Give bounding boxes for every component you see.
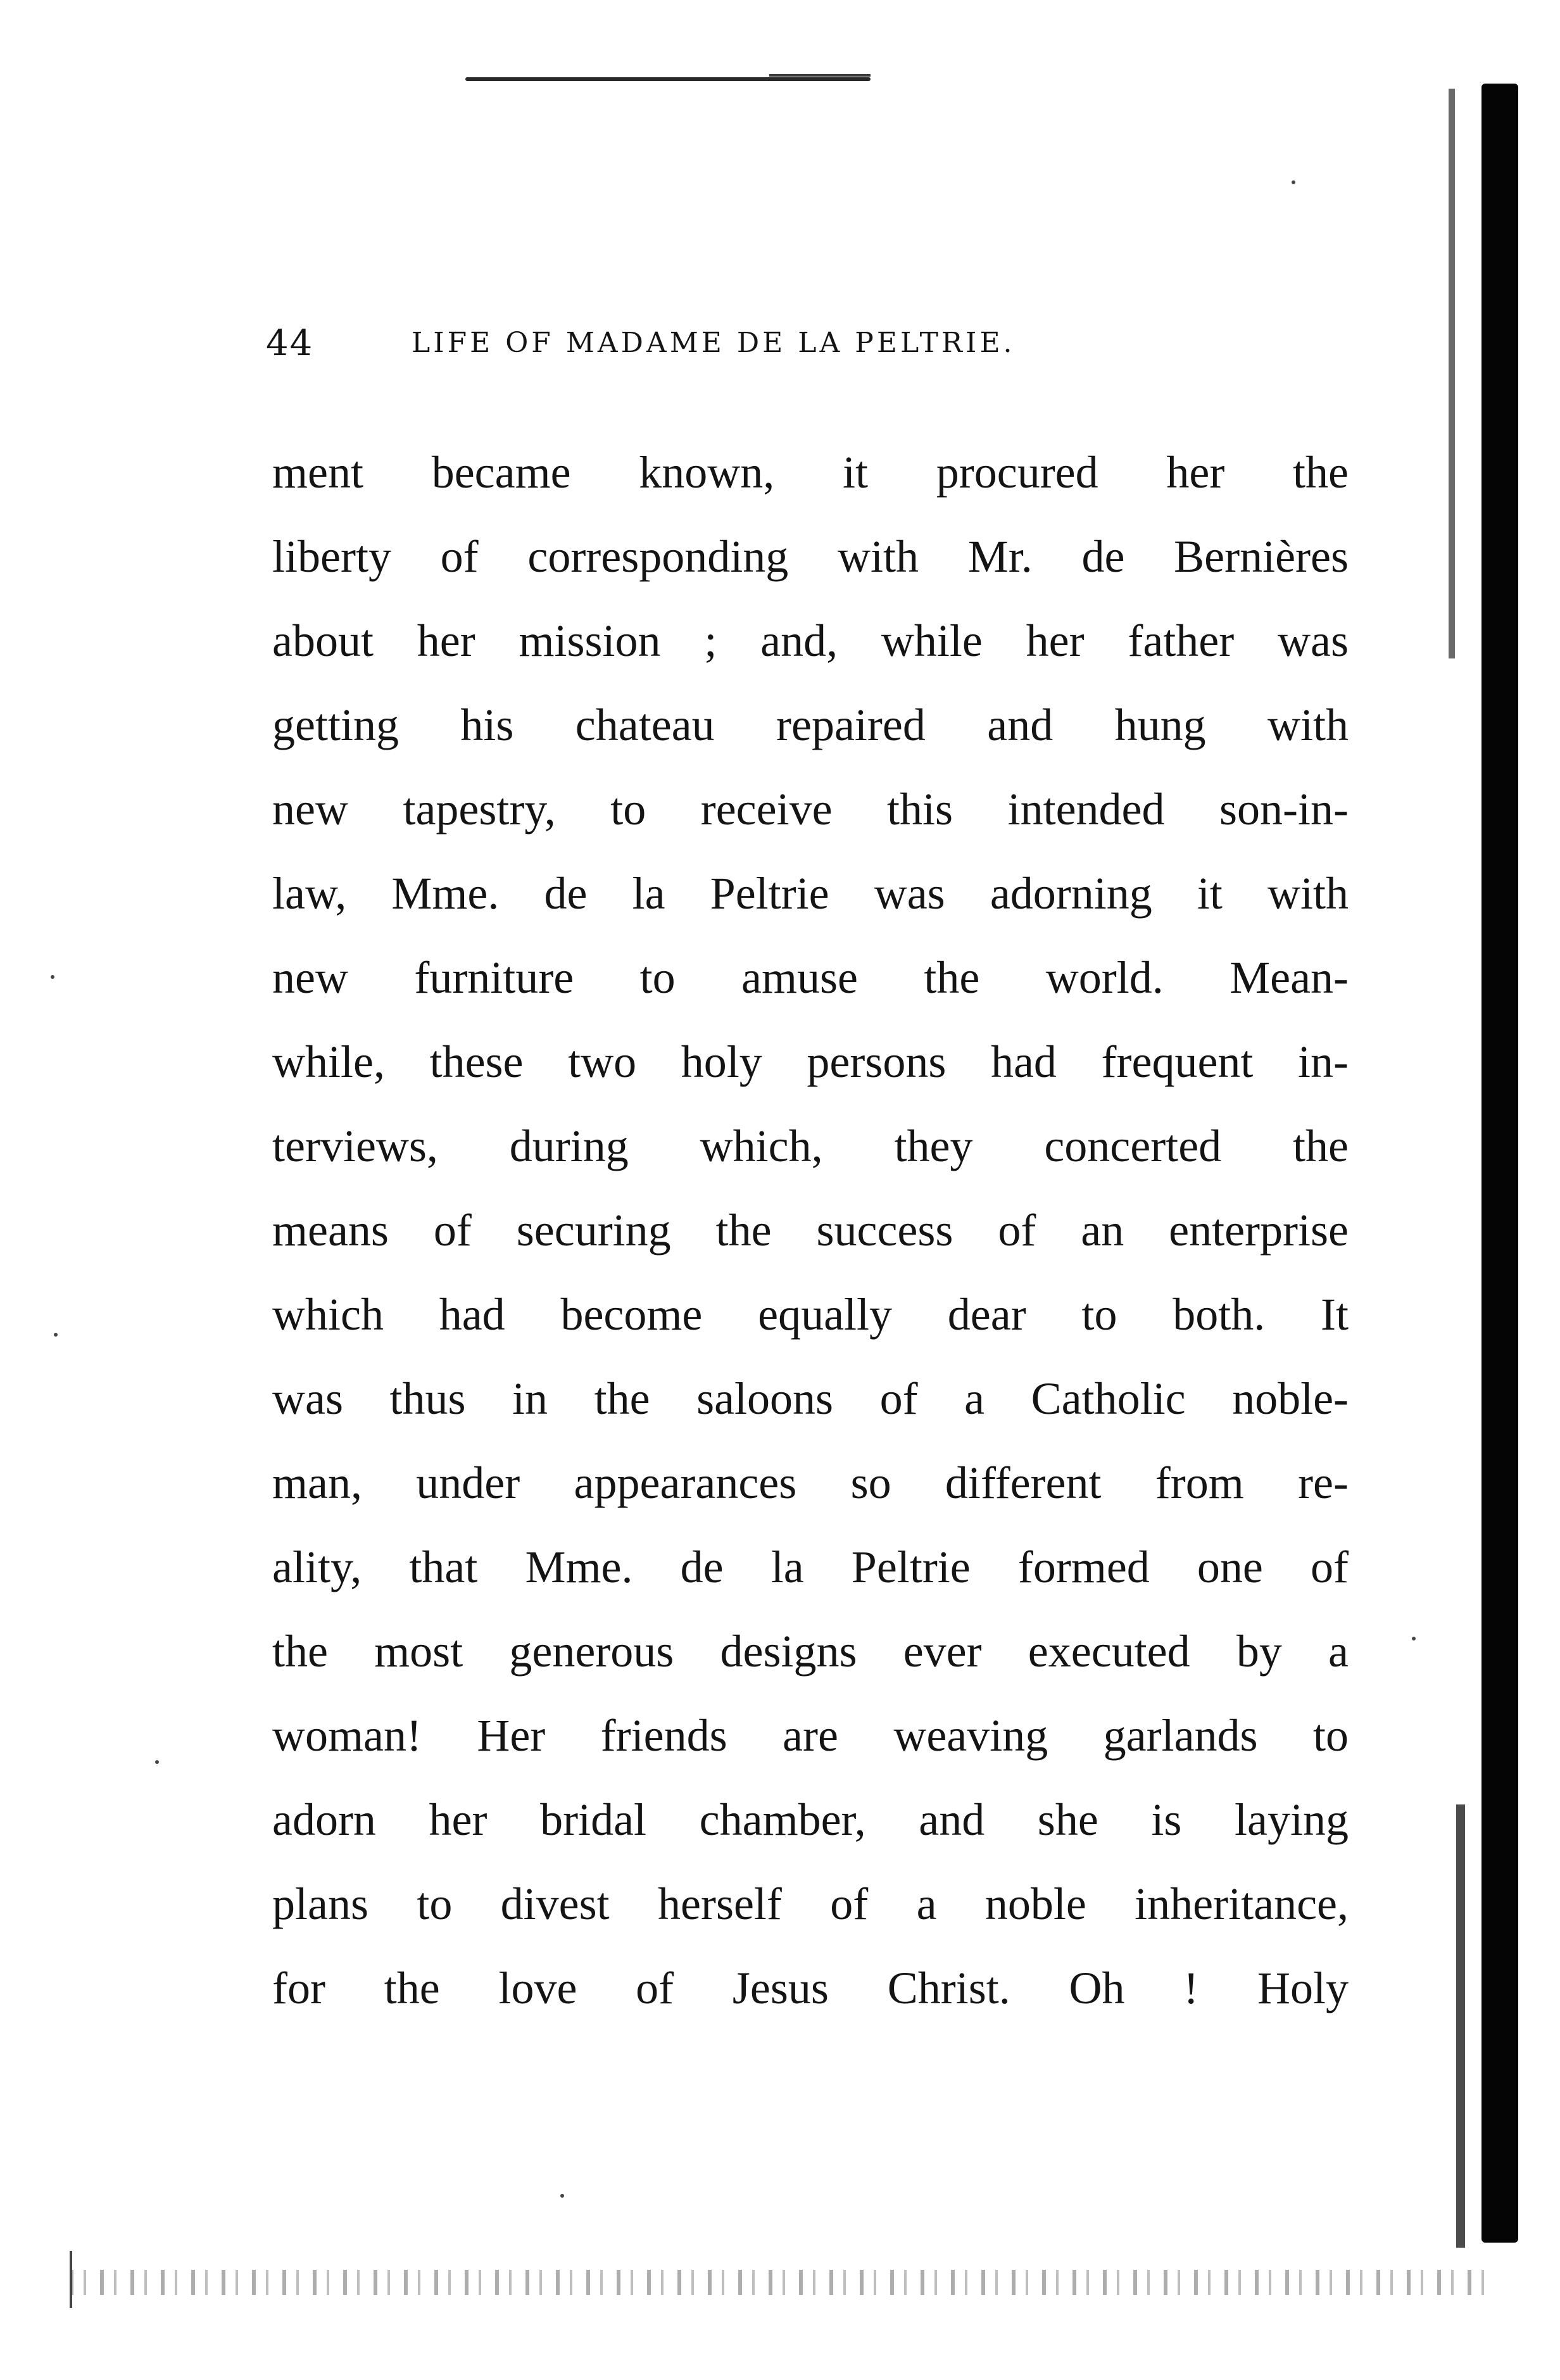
left-scan-mark bbox=[70, 2251, 72, 2308]
binding-shadow bbox=[1481, 84, 1518, 2243]
text-line: man, under appearances so different from re- bbox=[272, 1458, 1349, 1508]
text-line: which had become equally dear to both. It bbox=[272, 1289, 1349, 1340]
text-line: about her mission ; and, while her father was bbox=[272, 615, 1349, 666]
top-scan-rule bbox=[465, 77, 871, 81]
bottom-scan-noise bbox=[70, 2270, 1494, 2295]
text-line: new furniture to amuse the world. Mean- bbox=[272, 952, 1349, 1003]
text-line: the most generous designs ever executed by a bbox=[272, 1626, 1349, 1677]
scan-speck bbox=[1412, 1637, 1416, 1640]
text-line: plans to divest herself of a noble inheritance, bbox=[272, 1879, 1349, 1929]
text-line: law, Mme. de la Peltrie was adorning it with bbox=[272, 868, 1349, 919]
scan-speck bbox=[51, 975, 54, 979]
running-head bbox=[266, 323, 1355, 367]
scan-speck bbox=[155, 1760, 159, 1764]
text-line: adorn her bridal chamber, and she is laying bbox=[272, 1794, 1349, 1845]
text-line: new tapestry, to receive this intended son-in- bbox=[272, 784, 1349, 834]
scan-speck bbox=[1292, 180, 1295, 184]
text-line: ality, that Mme. de la Peltrie formed one of bbox=[272, 1542, 1349, 1592]
scan-speck bbox=[560, 2194, 564, 2198]
binding-edge-shadow-lower bbox=[1456, 1804, 1465, 2248]
body-text bbox=[272, 431, 1349, 2031]
binding-edge-shadow bbox=[1449, 89, 1455, 658]
text-line: terviews, during which, they concerted the bbox=[272, 1121, 1349, 1171]
text-line: woman! Her friends are weaving garlands to bbox=[272, 1710, 1349, 1761]
text-line: getting his chateau repaired and hung with bbox=[272, 700, 1349, 750]
text-line: was thus in the saloons of a Catholic noble- bbox=[272, 1373, 1349, 1424]
page-number: 44 bbox=[266, 323, 314, 364]
text-line: for the love of Jesus Christ. Oh ! Holy bbox=[272, 1963, 1349, 2013]
top-scan-rule-segment bbox=[769, 74, 871, 77]
scan-speck bbox=[54, 1333, 58, 1337]
text-line: while, these two holy persons had frequent in- bbox=[272, 1036, 1349, 1087]
text-line: liberty of corresponding with Mr. de Bernières bbox=[272, 531, 1349, 582]
running-title: LIFE OF MADAME DE LA PELTRIE. bbox=[412, 327, 1016, 359]
text-line: means of securing the success of an enterprise bbox=[272, 1205, 1349, 1256]
text-line: ment became known, it procured her the bbox=[272, 447, 1349, 498]
